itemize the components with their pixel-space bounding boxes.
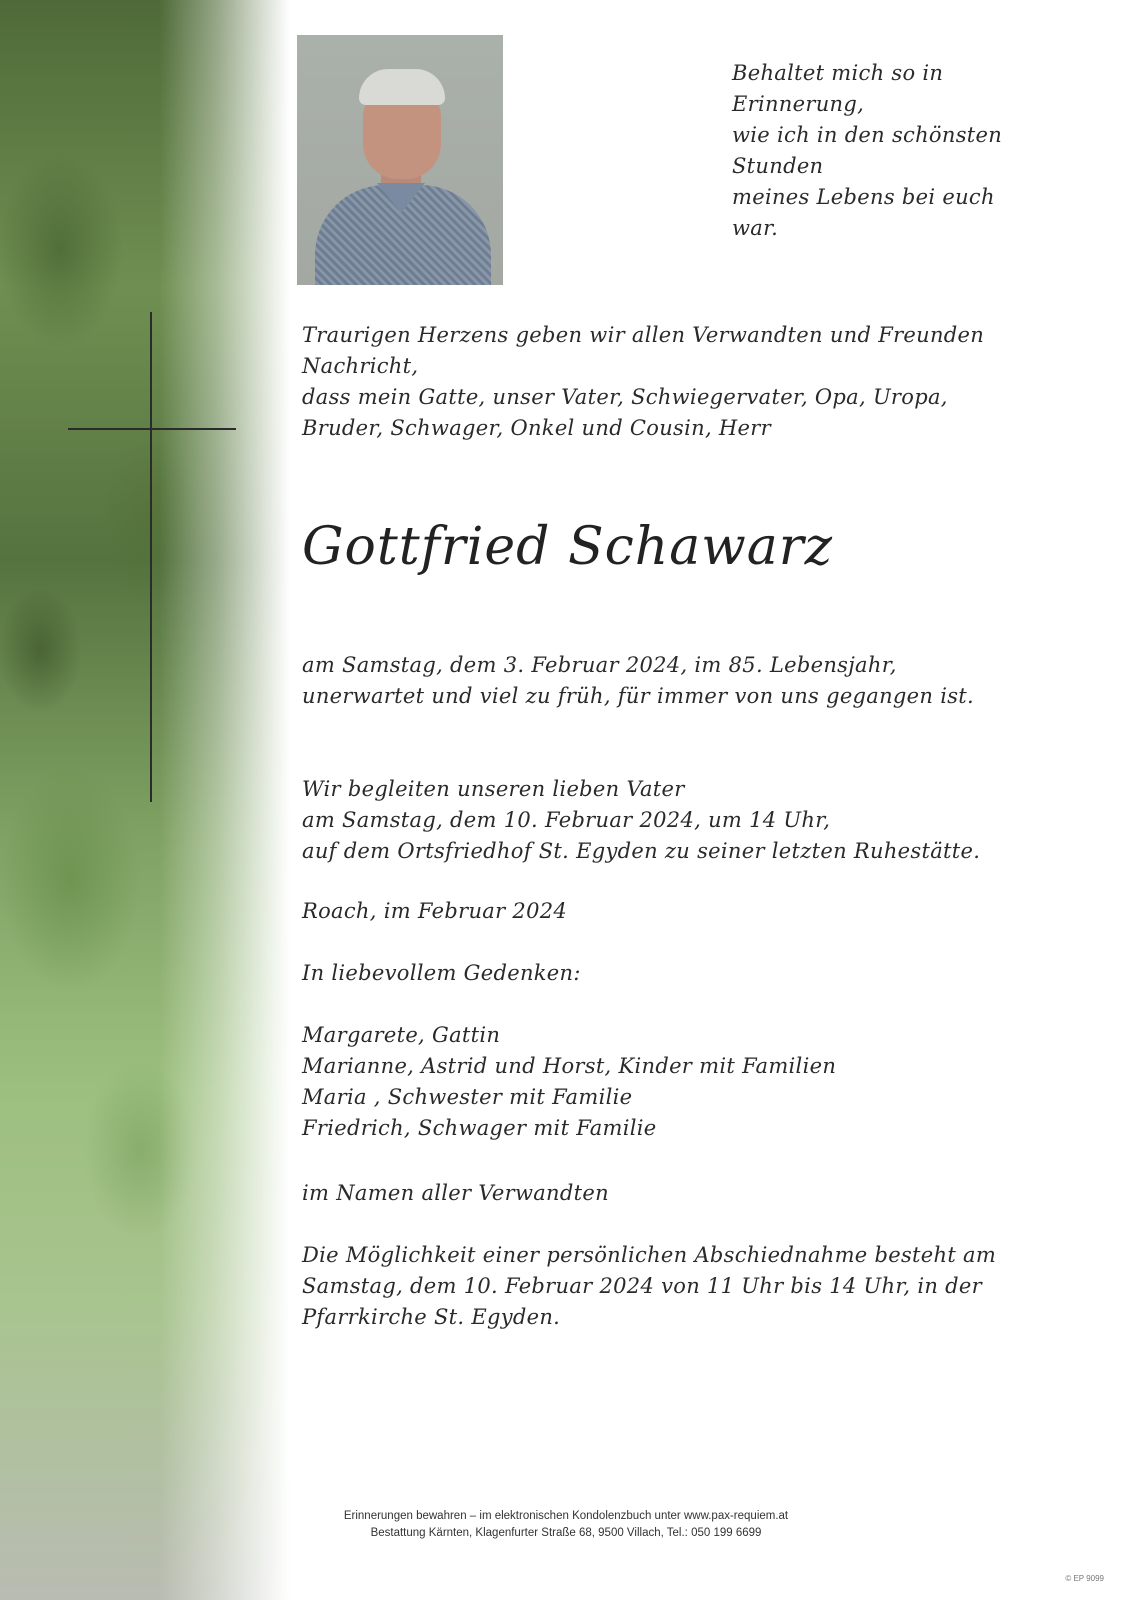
- memory-heading-text: In liebevollem Gedenken:: [302, 961, 581, 985]
- memory-heading: [302, 958, 1062, 989]
- mourner-line: Friedrich, Schwager mit Familie: [302, 1116, 657, 1140]
- intro-line: Nachricht,: [302, 354, 419, 378]
- footer-undertaker-line: Bestattung Kärnten, Klagenfurter Straße 68, 9500 Villach, Tel.: 050 199 6699: [370, 1527, 762, 1539]
- poem-line: wie ich in den schönsten: [732, 123, 1003, 147]
- poem-line: Erinnerung,: [732, 92, 865, 116]
- intro-text: [302, 320, 1062, 444]
- mourner-line: Maria , Schwester mit Familie: [302, 1085, 633, 1109]
- cross-vertical-bar: [150, 312, 152, 802]
- place-date: [302, 896, 1062, 927]
- death-notice-line: am Samstag, dem 3. Februar 2024, im 85. Lebensjahr,: [302, 653, 897, 677]
- farewell-line: Pfarrkirche St. Egyden.: [302, 1305, 561, 1329]
- poem-line: Stunden: [732, 154, 824, 178]
- on-behalf-text: im Namen aller Verwandten: [302, 1181, 609, 1205]
- funeral-line: am Samstag, dem 10. Februar 2024, um 14 Uhr,: [302, 808, 831, 832]
- form-code: © EP 9099: [1065, 1574, 1104, 1583]
- footer: [0, 1508, 1132, 1542]
- poem-line: meines Lebens bei euch: [732, 185, 995, 209]
- intro-line: Bruder, Schwager, Onkel und Cousin, Herr: [302, 416, 771, 440]
- memorial-poem: [732, 58, 1052, 244]
- portrait-photo: [297, 35, 503, 285]
- forest-background: [0, 0, 290, 1600]
- footer-condolence-line: Erinnerungen bewahren – im elektronischen Kondolenzbuch unter www.pax-requiem.at: [343, 1510, 789, 1522]
- place-date-text: Roach, im Februar 2024: [302, 899, 568, 923]
- farewell-info: [302, 1240, 1062, 1333]
- poem-line: war.: [732, 216, 779, 240]
- cross-horizontal-bar: [68, 428, 236, 430]
- intro-line: Traurigen Herzens geben wir allen Verwandten und Freunden: [302, 323, 985, 347]
- funeral-line: Wir begleiten unseren lieben Vater: [302, 777, 685, 801]
- mourners-list: [302, 1020, 1062, 1144]
- death-notice: [302, 650, 1062, 712]
- funeral-line: auf dem Ortsfriedhof St. Egyden zu seiner letzten Ruhestätte.: [302, 839, 981, 863]
- on-behalf: [302, 1178, 1062, 1209]
- farewell-line: Die Möglichkeit einer persönlichen Abschiednahme besteht am: [302, 1243, 997, 1267]
- deceased-name: Gottfried Schawarz: [302, 517, 833, 577]
- intro-line: dass mein Gatte, unser Vater, Schwiegervater, Opa, Uropa,: [302, 385, 948, 409]
- death-notice-line: unerwartet und viel zu früh, für immer von uns gegangen ist.: [302, 684, 975, 708]
- portrait-hair: [359, 69, 445, 105]
- mourner-line: Margarete, Gattin: [302, 1023, 501, 1047]
- poem-line: Behaltet mich so in: [732, 61, 944, 85]
- farewell-line: Samstag, dem 10. Februar 2024 von 11 Uhr bis 14 Uhr, in der: [302, 1274, 982, 1298]
- funeral-details: [302, 774, 1062, 867]
- mourner-line: Marianne, Astrid und Horst, Kinder mit Familien: [302, 1054, 837, 1078]
